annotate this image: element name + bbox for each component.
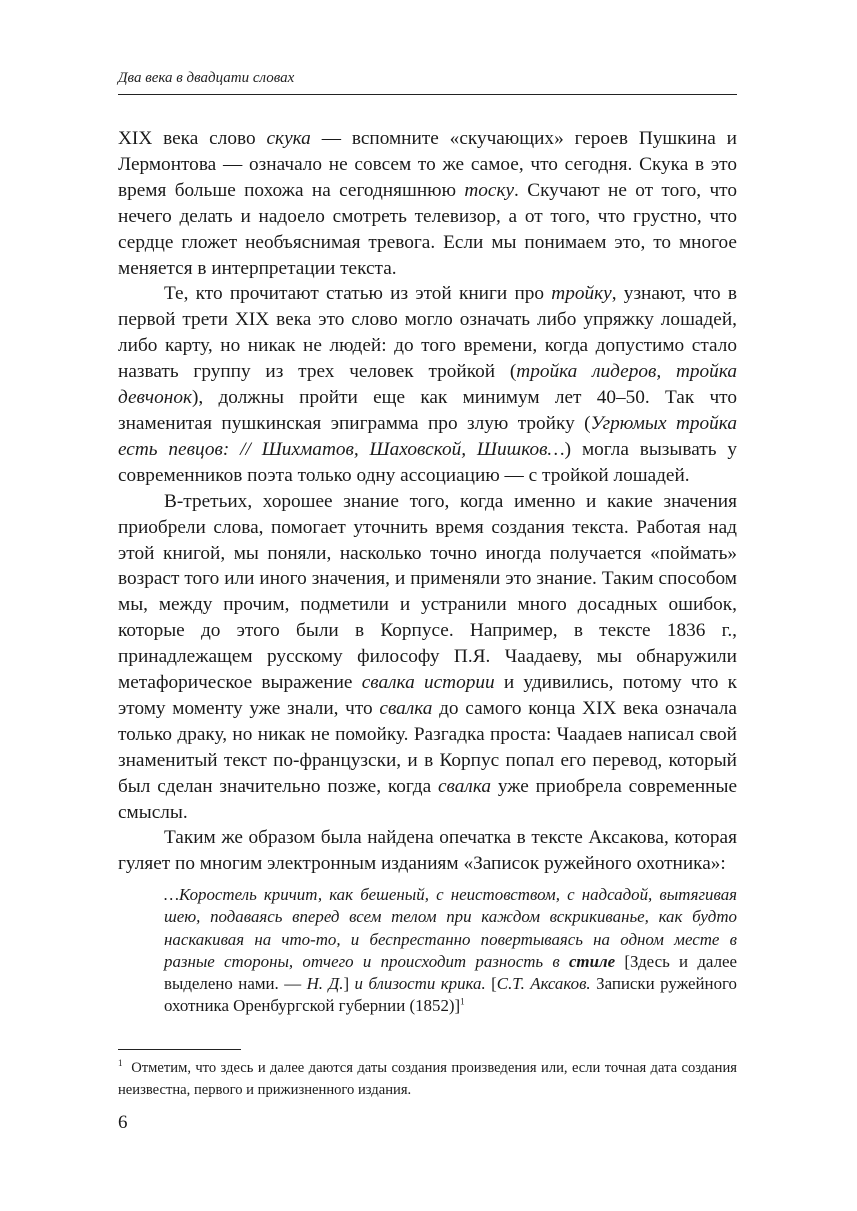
quote-text: [Здесь и далее выделено нами. — bbox=[164, 951, 737, 994]
italic-term: тройка лидеров, тройка девчонок bbox=[118, 361, 737, 409]
footnote-number: 1 bbox=[118, 1058, 123, 1069]
paragraph bbox=[118, 126, 737, 281]
text-run: , узнают, что в первой трети XIX века это слово могло означать либо упряжку лошадей, либо карту, но никак не людей: до того времени, когда допустимо стало назвать группу из трех человек тройкой ( bbox=[118, 283, 737, 383]
footnote bbox=[118, 1058, 737, 1101]
text-run: Те, кто прочитают статью из этой книги про bbox=[164, 283, 552, 305]
text-run: — вспомните «скучающих» героев Пушкина и Лермонтова — означало не совсем то же самое, что сегодня. Скука в это время больше похожа на сегодняшнюю bbox=[118, 128, 737, 201]
quote-text: [ bbox=[485, 974, 497, 994]
italic-term: тройку bbox=[551, 283, 612, 305]
italic-term: свалка истории bbox=[361, 672, 495, 694]
text-run: Таким же образом была найдена опечатка в тексте Аксакова, которая гуляет по многим электронным изданиям «Записок ружейного охотника»: bbox=[118, 827, 737, 875]
main-text bbox=[118, 126, 737, 877]
text-run: XIX века слово bbox=[118, 128, 267, 149]
quote-author: С.Т. Аксаков. bbox=[496, 974, 591, 994]
running-head: Два века в двадцати словах bbox=[118, 70, 737, 95]
paragraph bbox=[118, 281, 737, 488]
footnote-marker: 1 bbox=[460, 996, 465, 1007]
paragraph bbox=[118, 489, 737, 826]
page-number: 6 bbox=[118, 1112, 128, 1133]
italic-term: Угрюмых тройка есть певцов: // Шихматов, Шаховской, Шишков… bbox=[118, 412, 737, 460]
text-run: . Скучают не от того, что нечего делать и надоело смотреть телевизор, а от того, что грустно, что сердце гложет необъяснимая тревога. Если мы понимаем это, то многое меняется в интерпретации текста. bbox=[118, 179, 737, 279]
italic-term: скука bbox=[266, 128, 311, 149]
footnote-text: Отметим, что здесь и далее даются даты создания произведения или, если точная дата создания неизвестна, первого и прижизненного издания. bbox=[118, 1060, 738, 1098]
text-run: ) могла вызывать у современников поэта только одну ассоциацию — с тройкой лошадей. bbox=[118, 438, 737, 486]
italic-term: свалка bbox=[438, 775, 492, 797]
quote-text: …Коростель кричит, как бешеный, с неистовством, с надсадой, вытягивая шею, подаваясь вперед всем телом при каждом вскрикиванье, как будто наскакивая на что-то, и беспрестанно повертываясь на одном месте в разные стороны, отчего и происходит разность в bbox=[164, 885, 737, 971]
italic-term: тоску bbox=[464, 179, 515, 201]
text-run: и удивились, потому что к этому моменту уже знали, что bbox=[118, 672, 738, 719]
text-run: ), должны пройти еще как минимум лет 40–50. Так что знаменитая пушкинская эпиграмма про злую тройку ( bbox=[118, 387, 737, 434]
text-run: до самого конца XIX века означала только драку, но никак не помойку. Разгадка проста: Чаадаев написал свой знаменитый текст по-французски, и в Корпус попал его перевод, который был сделан значительно позже, когда bbox=[118, 697, 737, 797]
italic-term: свалка bbox=[379, 697, 433, 719]
quote-text: ] bbox=[343, 974, 355, 994]
quote-text: Н. Д. bbox=[306, 974, 344, 994]
quote-bold-word: стиле bbox=[568, 951, 616, 971]
text-run: уже приобрела современные смыслы. bbox=[118, 775, 737, 823]
block-quote bbox=[164, 884, 737, 1018]
text-run: В-третьих, хорошее знание того, когда именно и какие значения приобрели слова, помогает уточнить время создания текста. Работая над этой книгой, мы поняли, насколько точно иногда получается «поймать» возраст того или иного значения, и применяли это знание. Таким способом мы, между прочим, подметили и устранили много досадных ошибок, которые до этого были в Корпусе. Например, в тексте 1836 г., принадлежащем русскому философу П.Я. Чаадаеву, мы обнаружили метафорическое выражение bbox=[118, 490, 737, 694]
quote-text: и близости крика. bbox=[354, 974, 486, 994]
paragraph bbox=[118, 825, 737, 877]
footnote-divider bbox=[118, 1049, 241, 1050]
quote-source: Записки ружейного охотника Оренбургской губернии (1852)] bbox=[164, 974, 737, 1016]
